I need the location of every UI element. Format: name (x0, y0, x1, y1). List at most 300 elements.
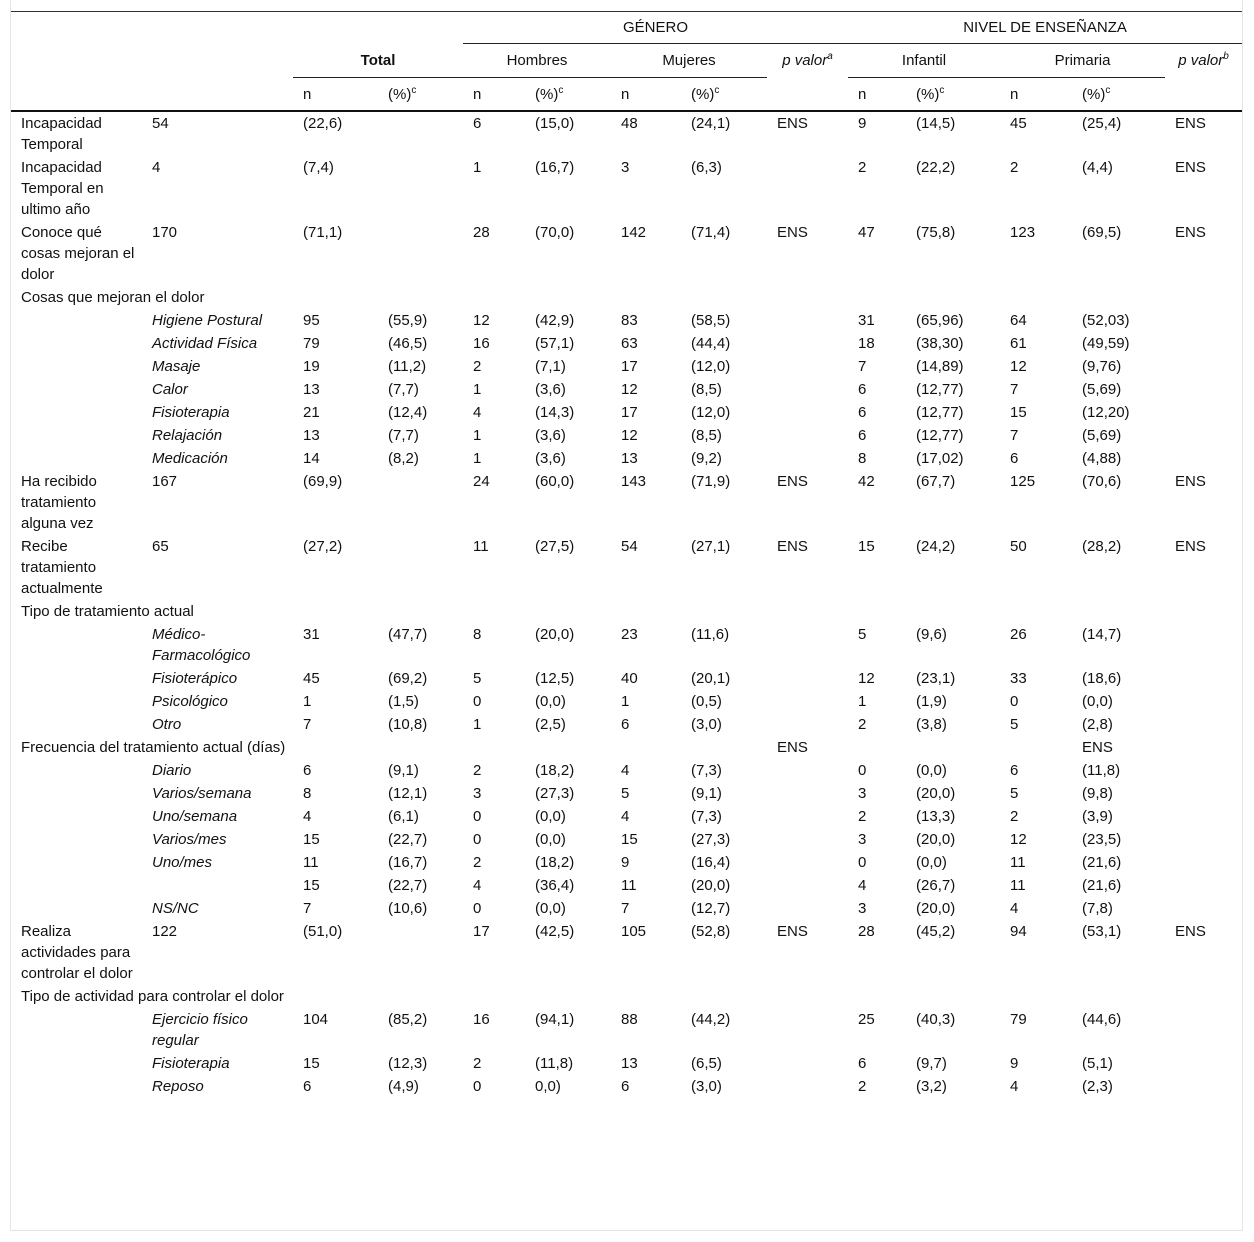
cell-value: (16,4) (691, 854, 731, 871)
cell-value: 28 (858, 923, 875, 940)
row-label: Calor (152, 381, 188, 398)
cell-value: 83 (621, 312, 638, 329)
cell-value (1165, 309, 1242, 332)
cell-value: (4,9) (388, 1078, 419, 1095)
cell-value: (71,1) (303, 224, 343, 241)
row-label: Fisioterapia (152, 1055, 230, 1072)
cell-value: 5 (621, 785, 630, 802)
cell-value (767, 713, 848, 736)
cell-value: 0 (473, 693, 482, 710)
cell-value: (75,8) (916, 224, 956, 241)
table-header (11, 12, 1242, 112)
cell-value: (3,0) (691, 1078, 722, 1095)
cell-value: (18,6) (1082, 670, 1122, 687)
cell-value: 125 (1010, 473, 1036, 490)
cell-value: (70,0) (535, 224, 575, 241)
n-header: n (848, 78, 906, 112)
cell-value: 6 (858, 381, 867, 398)
cell-value: 13 (621, 1055, 638, 1072)
cell-value: 6 (1010, 762, 1019, 779)
cell-value: (47,7) (388, 626, 428, 643)
cell-value: 4 (1010, 1078, 1019, 1095)
cell-value: 18 (858, 335, 875, 352)
cell-value: (67,7) (916, 473, 956, 490)
cell-value: (15,0) (535, 115, 575, 132)
cell-value: 9 (1010, 1055, 1019, 1072)
cell-value: (38,30) (916, 335, 964, 352)
cell-value: 4 (152, 159, 161, 176)
cell-value (1165, 667, 1242, 690)
cell-value: 7 (621, 900, 630, 917)
cell-value: (3,8) (916, 716, 947, 733)
cell-value (1165, 623, 1242, 667)
cell-value: 2 (858, 159, 867, 176)
cell-value: 4 (473, 404, 482, 421)
cell-value: (27,3) (691, 831, 731, 848)
cell-value: 12 (1010, 358, 1027, 375)
row-label: Conoce qué cosas mejoran el dolor (21, 224, 135, 283)
cell-value: (69,2) (388, 670, 428, 687)
cell-value: 3 (858, 900, 867, 917)
cell-value: 11 (1010, 877, 1026, 894)
table-row (11, 759, 1242, 782)
infantil-header: Infantil (848, 44, 1000, 78)
cell-value: (11,8) (535, 1055, 574, 1072)
cell-value: 25 (858, 1011, 875, 1028)
cell-value: (4,4) (1082, 159, 1113, 176)
cell-value: 6 (621, 716, 630, 733)
cell-value: (55,9) (388, 312, 428, 329)
cell-value: ENS (777, 923, 808, 940)
cell-value: 5 (473, 670, 482, 687)
cell-value: (2,5) (535, 716, 566, 733)
cell-value: 21 (303, 404, 320, 421)
row-label: Diario (152, 762, 192, 779)
cell-value: 24 (473, 473, 490, 490)
table-row (11, 535, 1242, 600)
cell-value: (0,0) (916, 762, 947, 779)
cell-value: (14,89) (916, 358, 964, 375)
cell-value: (12,3) (388, 1055, 428, 1072)
cell-value (767, 897, 848, 920)
cell-value: ENS (777, 739, 808, 756)
cell-value: (36,4) (535, 877, 575, 894)
cell-value: (14,3) (535, 404, 575, 421)
cell-value: ENS (1175, 473, 1206, 490)
cell-value: 0 (473, 1078, 482, 1095)
row-label: Otro (152, 716, 182, 733)
row-label: Actividad Física (152, 335, 258, 352)
cell-value: (3,0) (691, 716, 722, 733)
cell-value: 0 (473, 808, 482, 825)
n-header: n (463, 78, 525, 112)
cell-value: 65 (152, 538, 169, 555)
cell-value: 45 (1010, 115, 1027, 132)
cell-value: 2 (473, 1055, 482, 1072)
n-header: n (611, 78, 681, 112)
cell-value: 0,0) (535, 1078, 561, 1095)
cell-value: (9,1) (691, 785, 722, 802)
cell-value: 5 (1010, 785, 1019, 802)
cell-value: (60,0) (535, 473, 575, 490)
cell-value: (17,02) (916, 450, 964, 467)
cell-value: 95 (303, 312, 320, 329)
cell-value: (7,8) (1082, 900, 1113, 917)
cell-value: 16 (473, 335, 490, 352)
cell-value: 12 (621, 427, 638, 444)
cell-value: 28 (473, 224, 490, 241)
row-label: Médico-Farmacológico (152, 626, 251, 664)
cell-value: (2,8) (1082, 716, 1113, 733)
cell-value: (16,7) (535, 159, 575, 176)
cell-value: 94 (1010, 923, 1027, 940)
cell-value (1165, 690, 1242, 713)
cell-value: 4 (1010, 900, 1019, 917)
cell-value: (6,1) (388, 808, 419, 825)
cell-value: (1,9) (916, 693, 947, 710)
cell-value: (8,5) (691, 427, 722, 444)
cell-value (767, 851, 848, 874)
pct-header: (%)$^c$ (525, 78, 611, 112)
cell-value: (52,03) (1082, 312, 1130, 329)
cell-value (767, 759, 848, 782)
cell-value: (45,2) (916, 923, 956, 940)
cell-value: 12 (621, 381, 638, 398)
pvalor-b-header: p valor$^b$ (1178, 51, 1229, 70)
row-label: Fisioterápico (152, 670, 238, 687)
cell-value: (9,2) (691, 450, 722, 467)
cell-value: 167 (152, 473, 178, 490)
table-row (11, 470, 1242, 535)
cell-value: 19 (303, 358, 320, 375)
cell-value: 3 (858, 831, 867, 848)
cell-value: (3,2) (916, 1078, 947, 1095)
cell-value: ENS (1175, 159, 1206, 176)
cell-value: (3,6) (535, 450, 566, 467)
cell-value: (10,6) (388, 900, 428, 917)
cell-value: (18,2) (535, 762, 575, 779)
pvalor-a-header: p valor$^a$ (782, 51, 833, 70)
cell-value: 54 (152, 115, 169, 132)
cell-value: ENS (777, 115, 808, 132)
cell-value (1165, 378, 1242, 401)
cell-value: (12,1) (388, 785, 428, 802)
cell-value: (10,8) (388, 716, 428, 733)
cell-value: ENS (1082, 739, 1113, 756)
cell-value: 2 (473, 762, 482, 779)
cell-value: (44,4) (691, 335, 731, 352)
cell-value: 6 (858, 427, 867, 444)
cell-value: 6 (303, 1078, 312, 1095)
cell-value: 79 (1010, 1011, 1027, 1028)
cell-value: (0,0) (1082, 693, 1113, 710)
cell-value: (7,7) (388, 381, 419, 398)
cell-value: (24,1) (691, 115, 731, 132)
cell-value: (46,5) (388, 335, 428, 352)
cell-value: (40,3) (916, 1011, 956, 1028)
table-row (11, 1008, 1242, 1052)
cell-value: 23 (621, 626, 638, 643)
cell-value: 143 (621, 473, 647, 490)
cell-value: (12,5) (535, 670, 575, 687)
cell-value: 31 (303, 626, 320, 643)
cell-value: (9,8) (1082, 785, 1113, 802)
row-label: Incapacidad Temporal en ultimo año (21, 159, 104, 218)
row-label: NS/NC (152, 900, 199, 917)
table-row (11, 828, 1242, 851)
cell-value (767, 874, 848, 897)
cell-value: (22,2) (916, 159, 956, 176)
pct-header: (%)$^c$ (906, 78, 1000, 112)
cell-value: 2 (858, 716, 867, 733)
section-label: Frecuencia del tratamiento actual (días) (21, 739, 286, 756)
row-label: Ha recibido tratamiento alguna vez (21, 473, 97, 532)
cell-value: 11 (621, 877, 637, 894)
table-row (11, 851, 1242, 874)
cell-value (1165, 355, 1242, 378)
cell-value (1165, 828, 1242, 851)
table-row (11, 286, 1242, 309)
table-body (11, 111, 1242, 1098)
cell-value: 17 (621, 404, 638, 421)
table-row (11, 874, 1242, 897)
table-row (11, 713, 1242, 736)
cell-value: 8 (303, 785, 312, 802)
cell-value: (23,1) (916, 670, 956, 687)
cell-value: 8 (473, 626, 482, 643)
cell-value (1165, 1075, 1242, 1098)
cell-value: (0,0) (535, 693, 566, 710)
cell-value: 105 (621, 923, 647, 940)
cell-value: 2 (473, 854, 482, 871)
cell-value: 12 (858, 670, 875, 687)
cell-value: 2 (1010, 808, 1019, 825)
table-row (11, 156, 1242, 221)
cell-value: (0,0) (535, 831, 566, 848)
cell-value (1165, 874, 1242, 897)
section-label: Tipo de actividad para controlar el dolor (21, 988, 284, 1005)
cell-value: 17 (621, 358, 638, 375)
cell-value: 3 (473, 785, 482, 802)
cell-value: (3,9) (1082, 808, 1113, 825)
cell-value: (27,3) (535, 785, 575, 802)
table-row (11, 1075, 1242, 1098)
hombres-header: Hombres (463, 44, 611, 78)
table-row (11, 1052, 1242, 1075)
cell-value: ENS (1175, 224, 1206, 241)
table-row (11, 111, 1242, 156)
cell-value: (44,6) (1082, 1011, 1122, 1028)
cell-value (767, 447, 848, 470)
cell-value: (27,5) (535, 538, 575, 555)
cell-value: (42,9) (535, 312, 575, 329)
cell-value: (12,77) (916, 381, 964, 398)
cell-value: 15 (858, 538, 875, 555)
nivel-header: NIVEL DE ENSEÑANZA (848, 12, 1242, 44)
cell-value: (18,2) (535, 854, 575, 871)
cell-value: 1 (473, 159, 482, 176)
cell-value: 123 (1010, 224, 1036, 241)
cell-value (1165, 401, 1242, 424)
cell-value: 12 (473, 312, 490, 329)
cell-value: (6,3) (691, 159, 722, 176)
cell-value: (12,4) (388, 404, 428, 421)
cell-value: 47 (858, 224, 875, 241)
cell-value: 6 (1010, 450, 1019, 467)
table-row (11, 805, 1242, 828)
cell-value: (0,5) (691, 693, 722, 710)
cell-value: (65,96) (916, 312, 964, 329)
cell-value (1165, 332, 1242, 355)
cell-value (767, 782, 848, 805)
cell-value: 6 (303, 762, 312, 779)
cell-value: (44,2) (691, 1011, 731, 1028)
row-label: Incapacidad Temporal (21, 115, 102, 153)
cell-value (767, 378, 848, 401)
cell-value: (7,3) (691, 808, 722, 825)
cell-value: (20,0) (535, 626, 575, 643)
cell-value: 79 (303, 335, 320, 352)
cell-value: 6 (473, 115, 482, 132)
cell-value: 11 (473, 538, 489, 555)
table-row (11, 667, 1242, 690)
cell-value: 0 (473, 900, 482, 917)
cell-value: 11 (1010, 854, 1026, 871)
cell-value: (25,4) (1082, 115, 1122, 132)
cell-value: (20,0) (916, 831, 956, 848)
cell-value (1165, 1052, 1242, 1075)
cell-value: (12,20) (1082, 404, 1130, 421)
cell-value: 1 (473, 381, 482, 398)
cell-value: 1 (473, 427, 482, 444)
table-row (11, 736, 1242, 759)
cell-value: 1 (621, 693, 630, 710)
cell-value: 16 (473, 1011, 490, 1028)
cell-value (767, 667, 848, 690)
cell-value: (28,2) (1082, 538, 1122, 555)
cell-value: (71,4) (691, 224, 731, 241)
cell-value: (21,6) (1082, 877, 1122, 894)
genero-header: GÉNERO (463, 12, 848, 44)
cell-value: (7,7) (388, 427, 419, 444)
pct-header: (%)$^c$ (681, 78, 767, 112)
row-label: Masaje (152, 358, 201, 375)
cell-value: (12,77) (916, 404, 964, 421)
table-row (11, 985, 1242, 1008)
cell-value: 5 (858, 626, 867, 643)
table-row (11, 355, 1242, 378)
cell-value: (53,1) (1082, 923, 1122, 940)
cell-value: 1 (473, 450, 482, 467)
cell-value: (9,6) (916, 626, 947, 643)
cell-value: 12 (1010, 831, 1027, 848)
cell-value: (20,0) (691, 877, 731, 894)
row-label: Uno/mes (152, 854, 213, 871)
cell-value: 4 (621, 808, 630, 825)
cell-value: 7 (303, 900, 312, 917)
cell-value: (11,2) (388, 358, 427, 375)
cell-value: 4 (473, 877, 482, 894)
cell-value: 0 (858, 762, 867, 779)
cell-value (767, 424, 848, 447)
cell-value: 6 (858, 1055, 867, 1072)
section-label: Tipo de tratamiento actual (21, 603, 194, 620)
cell-value: 15 (303, 831, 320, 848)
cell-value: 61 (1010, 335, 1027, 352)
row-label: Varios/mes (152, 831, 227, 848)
cell-value: 4 (858, 877, 867, 894)
cell-value (1165, 759, 1242, 782)
cell-value: 15 (1010, 404, 1027, 421)
cell-value: 2 (858, 808, 867, 825)
cell-value: 50 (1010, 538, 1027, 555)
cell-value: ENS (777, 473, 808, 490)
cell-value: (9,7) (916, 1055, 947, 1072)
pct-header: (%)$^c$ (1072, 78, 1165, 112)
cell-value: (2,3) (1082, 1078, 1113, 1095)
cell-value: 2 (1010, 159, 1019, 176)
row-label: Fisioterapia (152, 404, 230, 421)
cell-value: (27,1) (691, 538, 731, 555)
cell-value: (7,1) (535, 358, 566, 375)
mujeres-header: Mujeres (611, 44, 767, 78)
cell-value: 54 (621, 538, 638, 555)
row-label: Relajación (152, 427, 223, 444)
cell-value (1165, 782, 1242, 805)
cell-value: 2 (858, 1078, 867, 1095)
cell-value: (5,69) (1082, 427, 1122, 444)
n-header: n (1000, 78, 1072, 112)
cell-value: (49,59) (1082, 335, 1130, 352)
cell-value: 64 (1010, 312, 1027, 329)
cell-value: (14,7) (1082, 626, 1122, 643)
row-label: Reposo (152, 1078, 204, 1095)
cell-value: (20,1) (691, 670, 731, 687)
cell-value: 1 (858, 693, 867, 710)
cell-value: 3 (621, 159, 630, 176)
cell-value: 9 (621, 854, 630, 871)
pct-header: (%)$^c$ (378, 78, 463, 112)
table-row (11, 897, 1242, 920)
cell-value: (20,0) (916, 900, 956, 917)
cell-value (767, 401, 848, 424)
cell-value: (11,8) (1082, 762, 1121, 779)
cell-value: 13 (303, 427, 320, 444)
cell-value: (52,8) (691, 923, 731, 940)
cell-value: ENS (1175, 538, 1206, 555)
cell-value: 11 (303, 854, 319, 871)
cell-value: 40 (621, 670, 638, 687)
cell-value: 4 (621, 762, 630, 779)
cell-value: 15 (303, 1055, 320, 1072)
cell-value (767, 623, 848, 667)
cell-value: 13 (621, 450, 638, 467)
row-label: Ejercicio físico regular (152, 1011, 248, 1049)
cell-value: ENS (1175, 923, 1206, 940)
table-row (11, 401, 1242, 424)
cell-value: ENS (777, 224, 808, 241)
table-row (11, 378, 1242, 401)
cell-value: 48 (621, 115, 638, 132)
cell-value: 15 (621, 831, 638, 848)
cell-value (1165, 713, 1242, 736)
table-row (11, 447, 1242, 470)
cell-value: 31 (858, 312, 875, 329)
cell-value: (22,7) (388, 877, 428, 894)
cell-value: (5,69) (1082, 381, 1122, 398)
cell-value: 122 (152, 923, 178, 940)
cell-value: (58,5) (691, 312, 731, 329)
